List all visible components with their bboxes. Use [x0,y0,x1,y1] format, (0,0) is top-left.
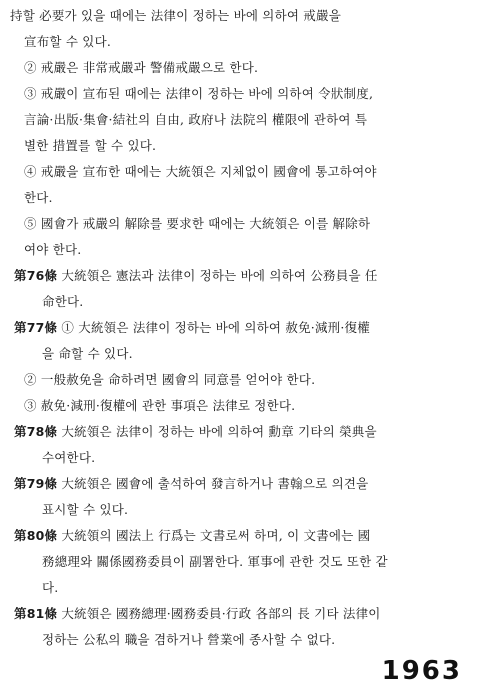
article-number: 第77條 [14,320,58,335]
article-text: 大統領은 法律이 정하는 바에 의하여 勳章 기타의 榮典을 [61,424,377,439]
line-text: ③ 赦免·減刑·復權에 관한 事項은 法律로 정한다. [24,398,296,413]
article-number: 第81條 [14,606,58,621]
text-line [10,8,341,24]
line-text: 표시할 수 있다. [42,502,129,517]
text-line [42,502,128,518]
line-text: 務總理와 關係國務委員이 副署한다. 軍事에 관한 것도 또한 같 [42,554,388,569]
text-line [24,164,377,180]
text-line [24,190,53,206]
text-line [42,580,58,596]
line-text: 을 命할 수 있다. [42,346,133,361]
line-text: ② 一般赦免을 命하려면 國會의 同意를 얻어야 한다. [24,372,316,387]
text-line [24,242,81,258]
text-line [24,138,156,154]
article-79 [14,476,368,492]
line-text: ② 戒嚴은 非常戒嚴과 警備戒嚴으로 한다. [24,60,259,75]
text-line [24,86,373,102]
text-line [24,34,111,50]
line-text: ④ 戒嚴을 宣布한 때에는 大統領은 지체없이 國會에 통고하여야 [24,164,377,179]
article-77 [14,320,370,336]
line-text: 持할 必要가 있을 때에는 法律이 정하는 바에 의하여 戒嚴을 [10,8,341,23]
text-line [42,450,95,466]
line-text: 별한 措置를 할 수 있다. [24,138,157,153]
line-text: 宣布할 수 있다. [24,34,112,49]
line-text: 여야 한다. [24,242,82,257]
article-text: 大統領은 國會에 출석하여 發言하거나 書翰으로 의견을 [61,476,369,491]
line-text: 수여한다. [42,450,96,465]
article-text: 大統領은 憲法과 法律이 정하는 바에 의하여 公務員을 任 [61,268,378,283]
line-text: ③ 戒嚴이 宣布된 때에는 法律이 정하는 바에 의하여 令狀制度, [24,86,374,101]
article-number: 第80條 [14,528,58,543]
line-text: 정하는 公私의 職을 겸하거나 營業에 종사할 수 없다. [42,632,336,647]
line-text: ⑤ 國會가 戒嚴의 解除를 要求한 때에는 大統領은 이를 解除하 [24,216,371,231]
text-line [24,372,315,388]
line-text: 다. [42,580,59,595]
article-number: 第79條 [14,476,58,491]
line-text: 命한다. [42,294,84,309]
line-text: 言論·出版·集會·結社의 自由, 政府나 法院의 權限에 관하여 특 [24,112,368,127]
article-number: 第76條 [14,268,58,283]
article-text: 大統領의 國法上 行爲는 文書로써 하며, 이 文書에는 國 [61,528,371,543]
article-76 [14,268,378,284]
text-line [24,60,258,76]
article-number: 第78條 [14,424,58,439]
text-line [42,346,133,362]
text-line [42,554,388,570]
article-78 [14,424,377,440]
text-line [42,632,335,648]
text-line [24,398,295,414]
page-number: 1963 [381,656,462,686]
article-text: ① 大統領은 法律이 정하는 바에 의하여 赦免·減刑·復權 [61,320,370,335]
text-line [42,294,83,310]
text-line [24,112,367,128]
article-80 [14,528,370,544]
line-text: 한다. [24,190,53,205]
text-line [24,216,370,232]
article-text: 大統領은 國務總理·國務委員·行政 各部의 長 기타 法律이 [61,606,381,621]
article-81 [14,606,381,622]
